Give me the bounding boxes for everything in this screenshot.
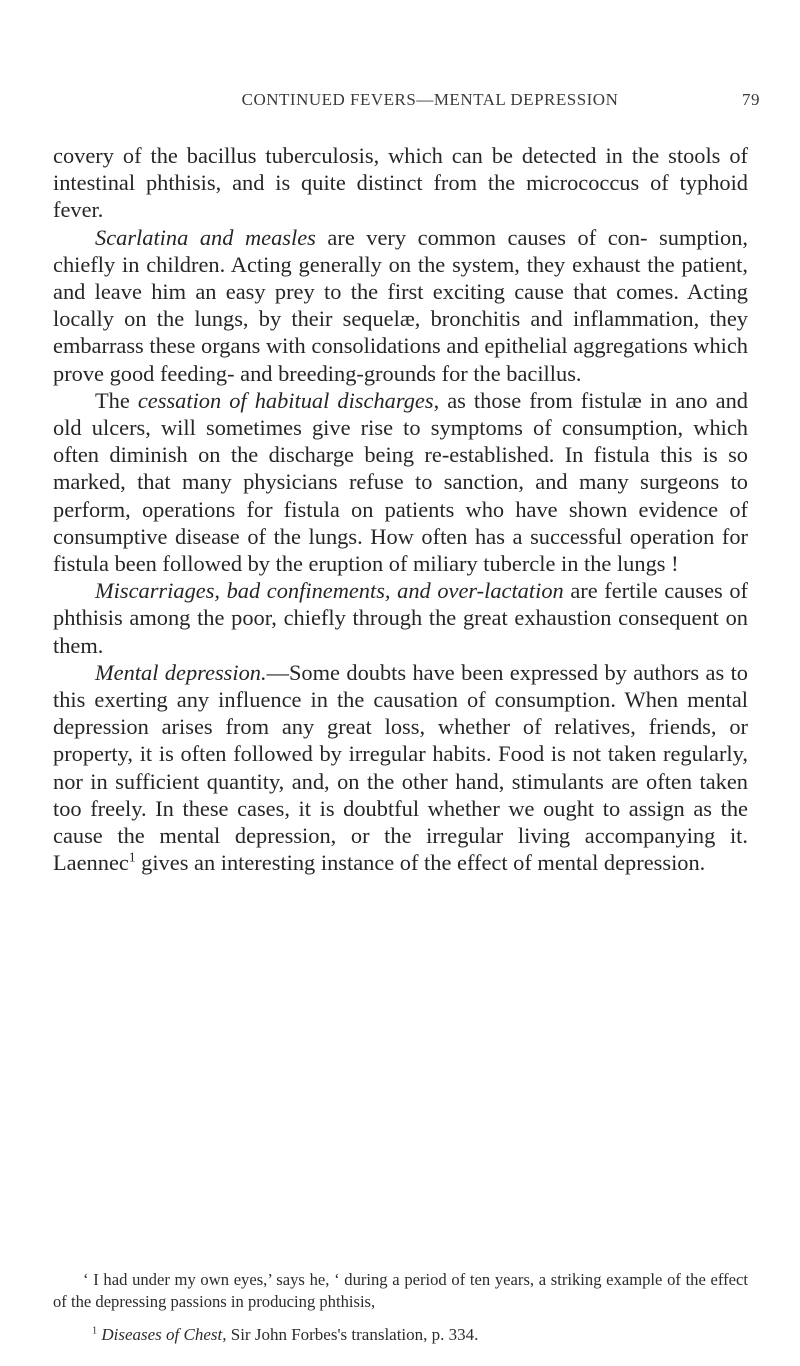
- body-text: [53, 142, 748, 876]
- quote-text: ‘ I had under my own eyes,’ says he, ‘ during a period of ten years, a striking example of the effect of the depressing passions in producing phthisis,: [53, 1270, 748, 1311]
- footnote: [92, 1325, 752, 1345]
- page-number: 79: [742, 90, 760, 109]
- italic-phrase: Mental depression.: [95, 659, 267, 685]
- running-header: [120, 90, 760, 110]
- paragraph: [53, 142, 748, 224]
- text-run: The: [95, 387, 138, 413]
- italic-phrase: Scarlatina and measles: [95, 224, 316, 250]
- footnote-reference: 1: [128, 849, 136, 865]
- paragraph: [53, 659, 748, 877]
- block-quote: [53, 1269, 748, 1313]
- footnote-source-title: Diseases of Chest,: [101, 1325, 227, 1344]
- text-run: —Some doubts have been expressed by authors as to this exerting any influence in the causation of consumption. When mental depression arises from any great loss, whether of relatives, friends, or property, it is often followed by irregular habits. Food is not taken regularly, nor in sufficient quantity, and, on the other hand, stimulants are often taken too freely. In these cases, it is doubtful whether we ought to assign as the cause the mental depression, or the irregular living accompanying it. Laennec: [53, 659, 748, 876]
- text-run: are very common causes of con- sumption, chiefly in children. Acting generally on the system, they exhaust the patient, and leave him an easy prey to the first exciting cause that comes. Acting locally on the lungs, by their sequelæ, bronchitis and inflammation, they embarrass these organs with consolidations and epithelial aggregations which prove good feeding- and breeding-grounds for the bacillus.: [53, 224, 749, 386]
- footnote-marker: 1: [92, 1325, 98, 1337]
- footnote-source-details: Sir John Forbes's translation, p. 334.: [226, 1325, 479, 1344]
- italic-phrase: cessation of habitual discharges: [137, 387, 434, 413]
- paragraph: [53, 387, 748, 577]
- text-run: are fertile causes of phthisis among the poor, chiefly through the great exhaustion consequent on them.: [53, 578, 748, 658]
- paragraph: [53, 577, 748, 659]
- paragraph: [53, 224, 748, 387]
- text-run: covery of the bacillus tuberculosis, which can be detected in the stools of intestinal phthisis, and is quite distinct from the micrococcus of typhoid fever.: [53, 143, 748, 223]
- text-run: , as those from fistulæ in ano and old ulcers, will sometimes give rise to symptoms of consumption, which often diminish on the discharge being re-established. In fistula this is so marked, that many physicians refuse to sanction, and many surgeons to perform, operations for fistula on patients who have shown evidence of consumptive disease of the lungs. How often has a successful operation for fistula been followed by the eruption of miliary tubercle in the lungs !: [53, 387, 748, 577]
- running-header-title: CONTINUED FEVERS—MENTAL DEPRESSION: [241, 90, 619, 109]
- italic-phrase: Miscarriages, bad confinements, and over-lactation: [95, 578, 564, 604]
- text-run: gives an interesting instance of the effect of mental depression.: [135, 850, 706, 876]
